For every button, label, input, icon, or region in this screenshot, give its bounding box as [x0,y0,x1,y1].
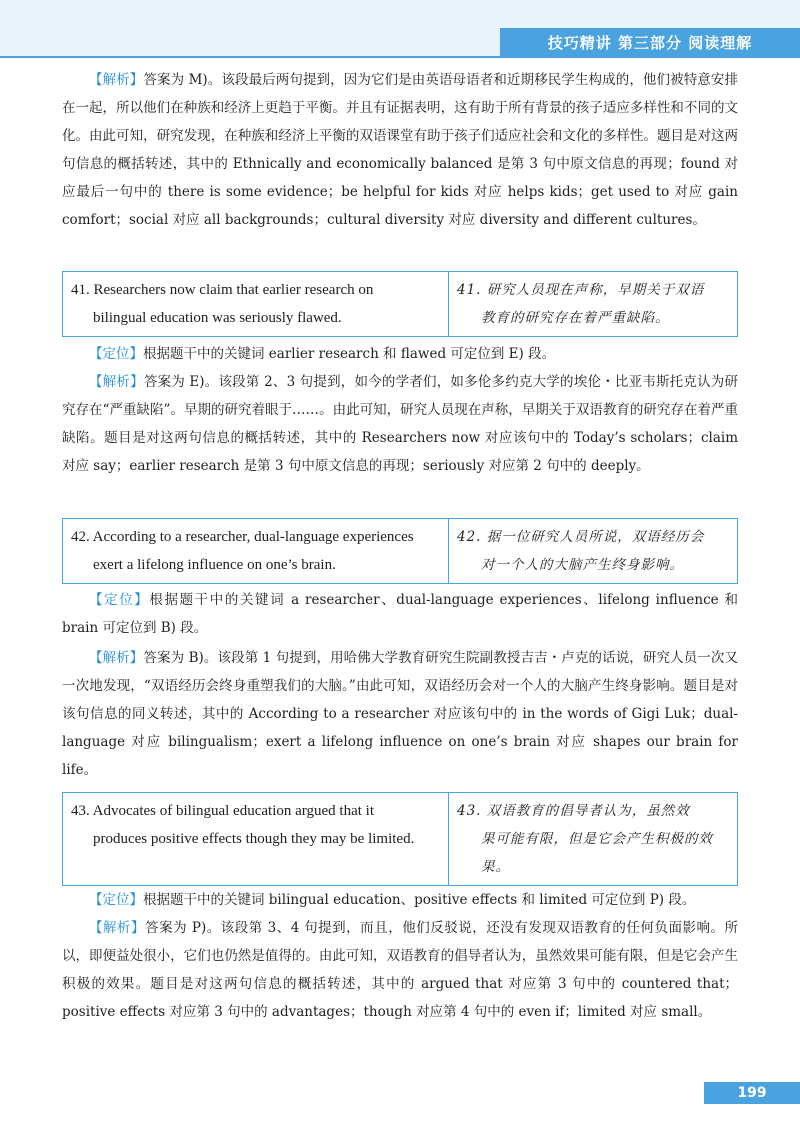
question-english-line1: 42. According to a researcher, dual-language experiences [71,529,414,545]
locate-tag: 【定位】 [89,892,143,908]
analysis-text: 答案为 M)。该段最后两句提到，因为它们是由英语母语者和近期移民学生构成的，他们被特意安排在一起，所以他们在种族和经济上更趋于平衡。并且有证据表明，这有助于所有背景的孩子适应多样性和不同的文化。由此可知，研究发现，在种族和经济上平衡的双语课堂有助于孩子们适应社会和文化的多样性。题目是对这两句信息的概括转述，其中的 Ethnically and economically balanced 是第 3 句中原文信息的再现；found 对应最后一句中的 there is some evidence；be helpful for kids 对应 helps kids；get used to 对应 gain comfort；social 对应 all backgrounds；cultural diversity 对应 diversity and different cultures。 [62,72,739,228]
question-chinese [449,793,737,885]
question-chinese-line2: 教育的研究存在着严重缺陷。 [481,310,670,326]
locate-tag: 【定位】 [89,346,143,362]
locate-tag: 【定位】 [89,592,150,608]
question-chinese-line2: 对一个人的大脑产生终身影响。 [481,557,684,573]
analysis-text: 答案为 E)。该段第 2、3 句提到，如今的学者们，如多伦多约克大学的埃伦・比亚韦斯托克认为研究存在“严重缺陷”。早期的研究着眼于……。由此可知，研究人员现在声称，早期关于双语教育的研究存在着严重缺陷。题目是对这两句信息的概括转述，其中的 Researchers now 对应该句中的 Today’s scholars；claim 对应 say；earlier research 是第 3 句中原文信息的再现；seriously 对应第 2 句中的 deeply。 [62,374,738,474]
locate-text: 根据题干中的关键词 bilingual education、positive effects 和 limited 可定位到 P) 段。 [143,892,696,908]
q40-analysis [62,66,738,234]
question-english-line1: 43. Advocates of bilingual education argued that it [71,803,374,819]
question-chinese-line1: 42. 据一位研究人员所说，双语经历会 [457,529,705,545]
section-header: 技巧精讲 第三部分 阅读理解 [500,28,800,56]
q42-locate [62,586,738,642]
q41-analysis [62,368,738,480]
analysis-text: 答案为 B)。该段第 1 句提到，用哈佛大学教育研究生院副教授吉吉・卢克的话说，研究人员一次又一次地发现，“双语经历会终身重塑我们的大脑。”由此可知，双语经历会对一个人的大脑产生终身影响。题目是对该句信息的同义转述，其中的 According to a researcher 对应该句中的 in the words of Gigi Luk；dual-language 对应 bilingualism；exert a lifelong influence on one’s brain 对应 shapes our brain for life。 [62,650,738,778]
q41-locate [62,340,738,368]
question-english-line2: exert a lifelong influence on one’s brain. [93,557,336,573]
analysis-tag: 【解析】 [89,72,144,88]
question-english [63,793,449,885]
question-chinese-line2: 果可能有限，但是它会产生积极的效果。 [481,831,713,875]
question-english [63,272,449,336]
question-chinese [449,272,737,336]
q43-locate [62,886,738,914]
header-rule [0,56,800,58]
question-box-42 [62,518,738,584]
question-english-line2: produces positive effects though they may be limited. [93,831,415,847]
q42-analysis [62,644,738,784]
question-english-line1: 41. Researchers now claim that earlier research on [71,282,374,298]
analysis-tag: 【解析】 [89,374,144,390]
analysis-tag: 【解析】 [89,650,144,666]
analysis-text: 答案为 P)。该段第 3、4 句提到，而且，他们反驳说，还没有发现双语教育的任何负面影响。所以，即便益处很小，它们也仍然是值得的。由此可知，双语教育的倡导者认为，虽然效果可能有限，但是它会产生积极的效果。题目是对这两句信息的概括转述，其中的 argued that 对应第 3 句中的 countered that；positive effects 对应第 3 句中的 advantages；though 对应第 4 句中的 even if；limited 对应 small。 [62,920,739,1020]
question-box-43 [62,792,738,886]
q43-analysis [62,914,738,1026]
question-chinese-line1: 41. 研究人员现在声称，早期关于双语 [457,282,705,298]
page-number: 199 [704,1082,800,1104]
locate-text: 根据题干中的关键词 a researcher、dual-language experiences、lifelong influence 和 brain 可定位到 B) 段。 [62,592,739,636]
question-chinese-line1: 43. 双语教育的倡导者认为，虽然效 [457,803,690,819]
question-english-line2: bilingual education was seriously flawed. [93,310,342,326]
question-box-41 [62,271,738,337]
locate-text: 根据题干中的关键词 earlier research 和 flawed 可定位到 E) 段。 [143,346,556,362]
analysis-tag: 【解析】 [89,920,146,936]
question-chinese [449,519,737,583]
question-english [63,519,449,583]
